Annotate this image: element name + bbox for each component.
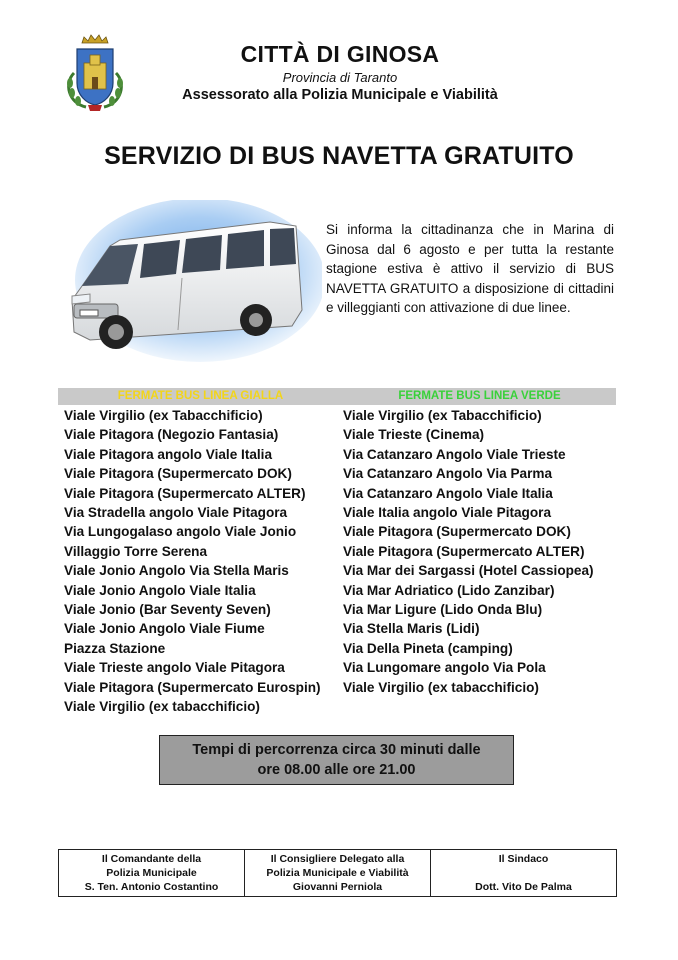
signature-line: Il Comandante della [101,853,202,865]
signature-line: Polizia Municipale e Viabilità [266,867,409,879]
list-item: Via Lungogalaso angolo Viale Jonio [64,524,297,540]
list-item: Villaggio Torre Serena [64,543,208,559]
list-item: Viale Pitagora (Supermercato DOK) [343,524,571,540]
signature-mayor [431,850,617,897]
list-item: Via Della Pineta (camping) [343,640,513,656]
list-item: Via Catanzaro Angolo Via Parma [343,466,553,482]
list-item: Via Stradella angolo Viale Pitagora [64,505,288,521]
page-title: SERVIZIO DI BUS NAVETTA GRATUITO [104,142,574,170]
list-item: Viale Trieste (Cinema) [343,427,485,443]
letterhead [130,40,550,104]
city-name: CITTÀ DI GINOSA [240,41,440,67]
list-item: Viale Jonio Angolo Viale Fiume [64,621,265,637]
list-item: Viale Pitagora (Negozio Fantasia) [64,427,279,443]
list-item: Via Mar Adriatico (Lido Zanzibar) [343,582,555,598]
list-item: Viale Jonio Angolo Viale Italia [64,582,256,598]
list-item: Viale Pitagora angolo Viale Italia [64,446,273,462]
list-item: Viale Virgilio (ex tabacchificio) [343,679,539,695]
list-item: Via Lungomare angolo Via Pola [343,660,546,676]
list-item: Via Catanzaro Angolo Viale Italia [343,485,553,501]
signature-commander [59,850,245,897]
list-item: Viale Virgilio (ex tabacchificio) [64,699,260,715]
intro-paragraph: Si informa la cittadinanza che in Marina di Ginosa dal 6 agosto e per tutta la restante stagione estiva è attivo il servizio di BUS NAVETTA GRATUITO a disposizione di cittadini e villeggianti con attivazione di due linee. [326,222,614,315]
green-line-header: FERMATE BUS LINEA VERDE [398,390,561,402]
list-item: Viale Jonio Angolo Via Stella Maris [64,563,289,579]
green-line-stops [343,406,623,697]
travel-times-box [159,735,514,785]
list-item: Via Catanzaro Angolo Viale Trieste [343,446,566,462]
routes-header-band [58,388,616,405]
travel-times-line-2: ore 08.00 alle ore 21.00 [257,762,416,778]
list-item: Viale Pitagora (Supermercato ALTER) [343,543,585,559]
city-crest-icon [62,33,128,113]
signature-table [58,849,617,897]
list-item: Viale Pitagora (Supermercato Eurospin) [64,679,321,695]
list-item: Viale Jonio (Bar Seventy Seven) [64,602,271,618]
list-item: Piazza Stazione [64,640,166,656]
list-item: Viale Pitagora (Supermercato DOK) [64,466,292,482]
list-item: Via Mar Ligure (Lido Onda Blu) [343,602,543,618]
department-name: Assessorato alla Polizia Municipale e Viabilità [182,87,498,103]
signature-line: Dott. Vito De Palma [475,881,572,893]
yellow-line-stops [64,406,340,717]
signature-line [434,866,613,880]
list-item: Viale Italia angolo Viale Pitagora [343,505,552,521]
province-name: Provincia di Taranto [282,70,398,85]
list-item: Viale Trieste angolo Viale Pitagora [64,660,285,676]
list-item: Viale Virgilio (ex Tabacchificio) [64,408,263,423]
signature-line: Giovanni Perniola [292,881,383,893]
signature-line: Il Consigliere Delegato alla [270,853,405,865]
minibus-image [60,200,322,370]
list-item: Via Stella Maris (Lidi) [343,621,480,637]
list-item: Viale Virgilio (ex Tabacchificio) [343,408,542,423]
signature-line: Il Sindaco [498,853,549,865]
signature-councillor [245,850,431,897]
travel-times-line-1: Tempi di percorrenza circa 30 minuti dalle [192,742,481,758]
yellow-line-header: FERMATE BUS LINEA GIALLA [117,390,284,402]
signature-line: Polizia Municipale [106,867,197,879]
signature-line: S. Ten. Antonio Costantino [84,881,219,893]
list-item: Viale Pitagora (Supermercato ALTER) [64,485,306,501]
list-item: Via Mar dei Sargassi (Hotel Cassiopea) [343,563,594,579]
